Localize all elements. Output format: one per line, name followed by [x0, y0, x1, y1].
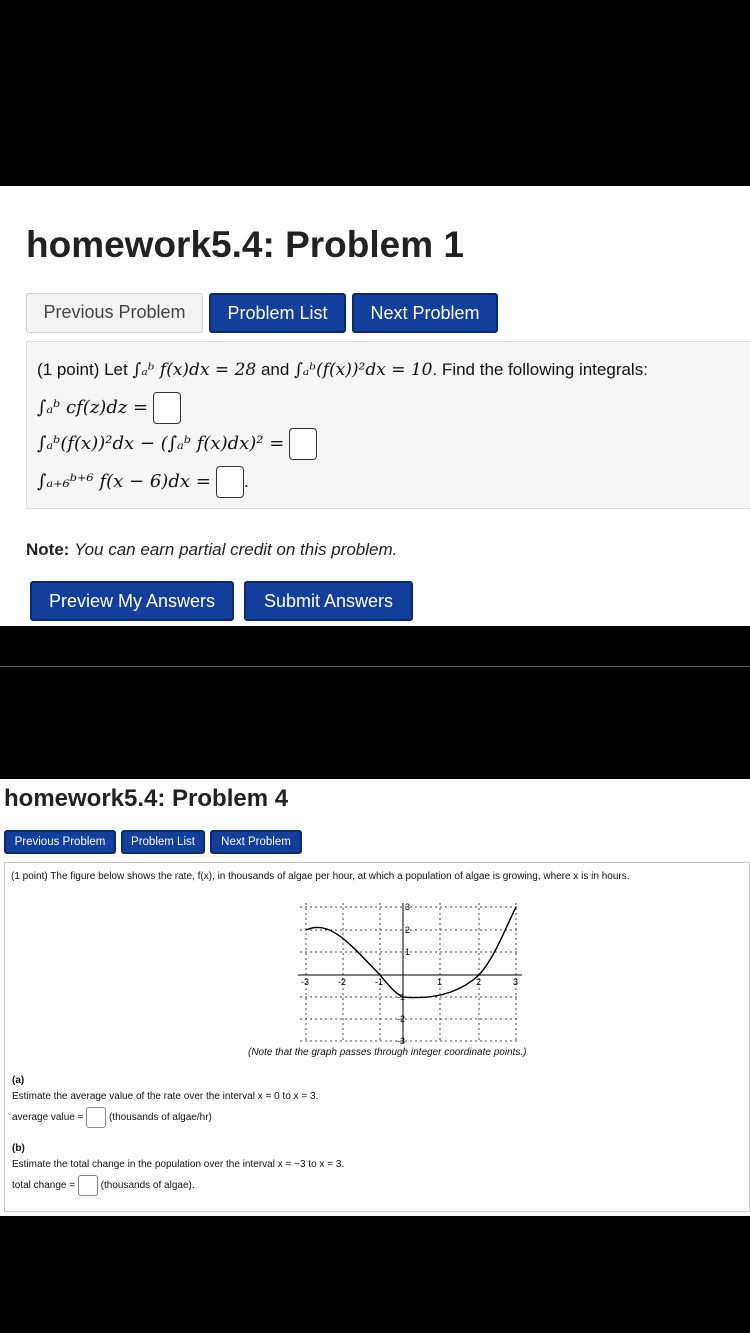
- graph-caption: (Note that the graph passes through integer coordinate points.): [248, 1047, 527, 1058]
- page-title-2: homework5.4: Problem 4: [4, 785, 289, 812]
- problem-4-panel: [0, 779, 750, 1216]
- rate-graph: [290, 899, 530, 1045]
- average-value-input[interactable]: [86, 1107, 106, 1128]
- page-title: homework5.4: Problem 1: [26, 224, 464, 265]
- partial-credit-note: Note: You can earn partial credit on this problem.: [26, 540, 398, 559]
- total-change-input[interactable]: [78, 1175, 98, 1196]
- given-integral-1: ∫ₐᵇ f(x)dx = 28: [132, 360, 257, 380]
- problem-1-panel: [0, 186, 750, 626]
- divider: [0, 666, 750, 667]
- problem-statement-box: [26, 341, 750, 509]
- problem-list-button-2[interactable]: Problem List: [121, 830, 205, 854]
- tick-x-2: 2: [476, 977, 482, 987]
- part-a-answer-row: average value = (thousands of algae/hr): [12, 1107, 212, 1128]
- problem-list-button[interactable]: Problem List: [209, 293, 346, 333]
- part-b-answer-row: total change = (thousands of algae).: [12, 1175, 195, 1196]
- problem-statement: (1 point) Let ∫ₐᵇ f(x)dx = 28 and ∫ₐᵇ(f(x))²dx = 10. Find the following integrals:: [37, 360, 648, 380]
- next-problem-button-2[interactable]: Next Problem: [210, 830, 302, 854]
- answer-input-1[interactable]: [153, 392, 181, 424]
- given-integral-2: ∫ₐᵇ(f(x))²dx = 10: [294, 360, 433, 380]
- answer-input-3[interactable]: [216, 466, 244, 498]
- part-a-prompt: Estimate the average value of the rate over the interval x = 0 to x = 3.: [12, 1091, 319, 1102]
- tick-x-neg2: -2: [338, 977, 347, 987]
- tick-y-1: 1: [405, 947, 411, 957]
- integral-row-2: ∫ₐᵇ(f(x))²dx − (∫ₐᵇ f(x)dx)² =: [37, 428, 317, 460]
- tick-x-neg1: -1: [375, 977, 384, 987]
- part-b-label: (b): [12, 1143, 25, 1154]
- previous-problem-button-2[interactable]: Previous Problem: [4, 830, 116, 854]
- tick-y-2: 2: [405, 925, 411, 935]
- answer-input-2[interactable]: [289, 428, 317, 460]
- tick-y-neg2: -2: [397, 1014, 406, 1024]
- problem-4-box: [4, 862, 750, 1212]
- tick-y-3: 3: [405, 902, 411, 912]
- tick-x-neg3: -3: [301, 977, 310, 987]
- tick-x-1: 1: [437, 977, 443, 987]
- part-b-prompt: Estimate the total change in the population over the interval x = −3 to x = 3.: [12, 1159, 345, 1170]
- integral-row-3: ∫ₐ₊₆ᵇ⁺⁶ f(x − 6)dx = .: [37, 466, 249, 498]
- next-problem-button[interactable]: Next Problem: [352, 293, 498, 333]
- submit-answers-button[interactable]: Submit Answers: [244, 581, 413, 621]
- part-a-label: (a): [12, 1075, 25, 1086]
- tick-y-neg3: -3: [397, 1036, 406, 1045]
- tick-y-neg1: -1: [397, 992, 406, 1002]
- preview-answers-button[interactable]: Preview My Answers: [30, 581, 234, 621]
- previous-problem-button[interactable]: Previous Problem: [26, 293, 203, 333]
- problem-4-statement: (1 point) The figure below shows the rate, f(x), in thousands of algae per hour, at which a population of algae is growing, where x is in hours.: [11, 871, 630, 882]
- integral-row-1: ∫ₐᵇ cf(z)dz =: [37, 392, 181, 424]
- tick-x-3: 3: [513, 977, 519, 987]
